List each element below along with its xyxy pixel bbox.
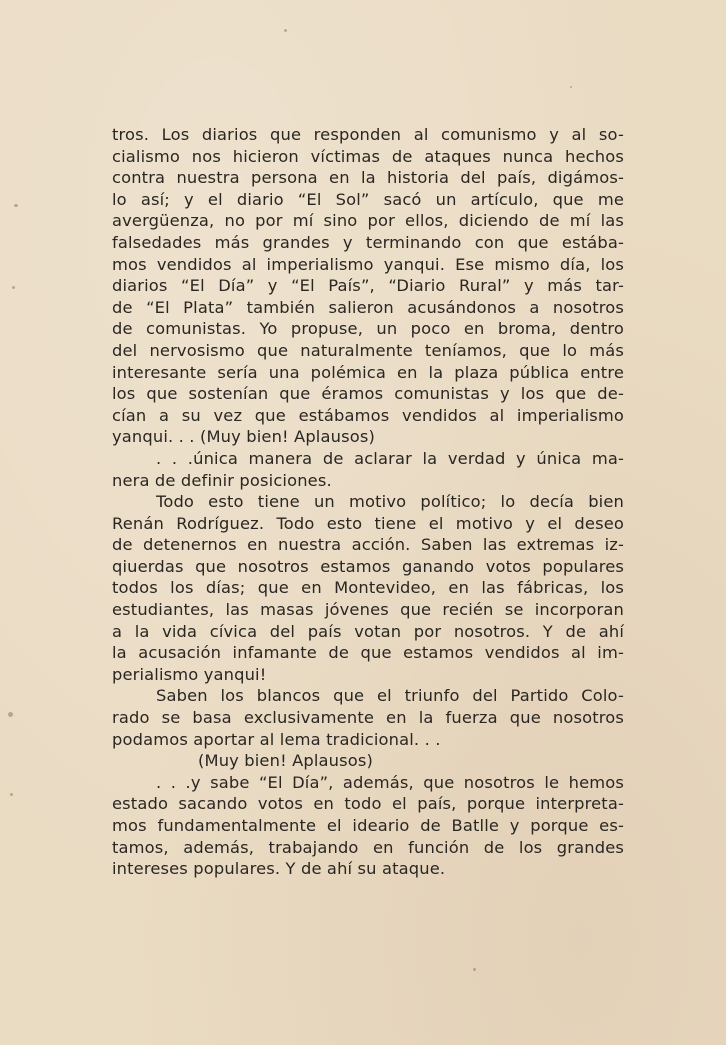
- paper-speck: [8, 712, 13, 717]
- text-line: intereses populares. Y de ahí su ataque.: [112, 859, 446, 879]
- text-line: estado sacando votos en todo el país, porque interpreta-: [112, 794, 624, 814]
- text-line: . . .y sabe “El Día”, además, que nosotros le hemos: [156, 772, 624, 792]
- body-text: [112, 124, 624, 880]
- text-line: avergüenza, no por mí sino por ellos, diciendo de mí las: [112, 211, 624, 231]
- text-line: perialismo yanqui!: [112, 664, 267, 684]
- text-line: Renán Rodríguez. Todo esto tiene el motivo y el deseo: [112, 513, 624, 533]
- paper-speck: [473, 968, 476, 971]
- text-line: cialismo nos hicieron víctimas de ataques nunca hechos: [112, 146, 624, 166]
- text-line: Saben los blancos que el triunfo del Partido Colo-: [156, 686, 624, 706]
- text-line: interesante sería una polémica en la plaza pública entre: [112, 362, 624, 382]
- text-line: de detenernos en nuestra acción. Saben las extremas iz-: [112, 535, 624, 555]
- text-line: (Muy bien! Aplausos): [198, 751, 373, 771]
- text-line: diarios “El Día” y “El País”, “Diario Rural” y más tar-: [112, 276, 624, 296]
- text-line: . . .única manera de aclarar la verdad y única ma-: [156, 448, 624, 468]
- text-line: contra nuestra persona en la historia del país, digámos-: [112, 168, 624, 188]
- text-line: Todo esto tiene un motivo político; lo decía bien: [156, 492, 624, 512]
- paper-speck: [284, 29, 287, 32]
- text-line: de comunistas. Yo propuse, un poco en broma, dentro: [112, 319, 624, 339]
- text-line: cían a su vez que estábamos vendidos al imperialismo: [112, 405, 624, 425]
- text-line: qiuerdas que nosotros estamos ganando votos populares: [112, 556, 624, 576]
- text-line: del nervosismo que naturalmente teníamos, que lo más: [112, 340, 624, 360]
- text-line: todos los días; que en Montevideo, en las fábricas, los: [112, 578, 624, 598]
- paper-speck: [12, 286, 15, 289]
- text-line: podamos aportar al lema tradicional. . .: [112, 729, 441, 749]
- text-line: mos fundamentalmente el ideario de Batlle y porque es-: [112, 816, 624, 835]
- text-line: falsedades más grandes y terminando con que estába-: [112, 232, 624, 252]
- text-line: tros. Los diarios que responden al comunismo y al so-: [112, 125, 624, 144]
- text-line: de “El Plata” también salieron acusándonos a nosotros: [112, 297, 624, 317]
- text-line: la acusación infamante de que estamos vendidos al im-: [112, 643, 624, 663]
- text-line: estudiantes, las masas jóvenes que recién se incorporan: [112, 600, 624, 620]
- text-line: rado se basa exclusivamente en la fuerza que nosotros: [112, 708, 624, 728]
- paper-speck: [10, 793, 13, 796]
- paper-speck: [14, 204, 18, 207]
- text-line: los que sostenían que éramos comunistas y los que de-: [112, 384, 624, 404]
- text-line: tamos, además, trabajando en función de los grandes: [112, 837, 624, 857]
- text-line: mos vendidos al imperialismo yanqui. Ese mismo día, los: [112, 254, 624, 274]
- text-line: lo así; y el diario “El Sol” sacó un artículo, que me: [112, 189, 624, 209]
- paper-speck: [570, 86, 572, 88]
- text-line: a la vida cívica del país votan por nosotros. Y de ahí: [112, 621, 624, 641]
- text-line: yanqui. . . (Muy bien! Aplausos): [112, 427, 375, 447]
- text-line: nera de definir posiciones.: [112, 470, 332, 490]
